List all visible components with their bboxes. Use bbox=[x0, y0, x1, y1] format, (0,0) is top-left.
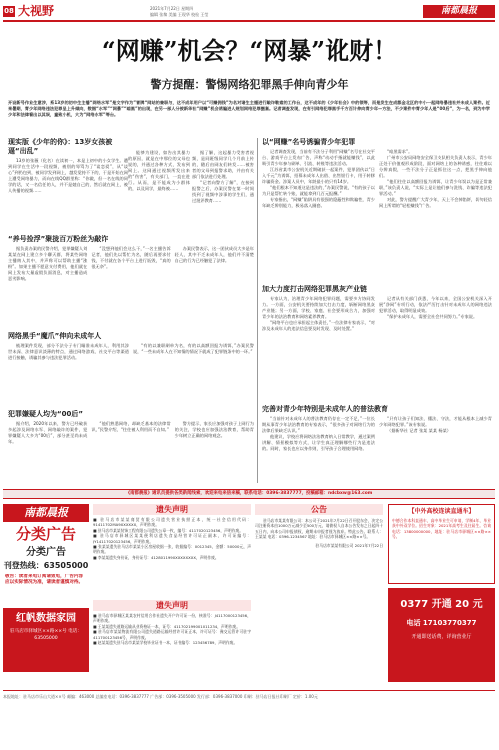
school-ad-title: 【中外高校连读直通车】 bbox=[408, 508, 475, 515]
section-3-p1: 梳理案件发现，部分不法分子专门瞄准未成年人，利用其涉世未深、法律意识淡薄的特点，通过网络游戏、社交平台等渠道进行接触，诱骗其参与违法犯罪活动。 bbox=[8, 343, 129, 360]
section-title: 大视野 bbox=[18, 4, 55, 18]
section-1-p2: 能够为建设，如告出其暴力的原因，就是在中那位的父母也说的，并通过各种方式，发布到网上。这网通过视频所发出来的“伤害”，有关部门，一直在进行。从而，是不能成为小群体的，以及同学，最终被…… bbox=[128, 150, 190, 191]
section-1-title: 现实版《少年的你》：13岁女孩被逼“出乱” bbox=[8, 138, 113, 155]
section-5-p2: 江苏省某市公安机关近期破获一起案件，犯罪团伙以“日入千元”为诱饵，招募未成年人出借、出售银行卡，用于转移诈骗资金。涉案人员中，年龄最小的只有14岁。 bbox=[262, 167, 375, 184]
lost-title-1: 遗失声明 bbox=[93, 504, 251, 515]
section-1-p3: 据了解，这起暴力受害者视频，是同班级同学几个月前上传的，随后由网友们转发……被害者的父母到报警求助，并由有关部门依法进行处理。 bbox=[192, 150, 254, 179]
notice-sign: 驻马店市某某有限公司 2021年7月22日 bbox=[315, 542, 383, 548]
lost-item: ■ 驻马店市某某商贸有限公司遗失营业执照正本，统一社会信用代码：91411702MA9XXXXXX，声明作废。 bbox=[93, 517, 251, 528]
section-7-p4: “保护未成年人，需要全社会共同努力。”专家说。 bbox=[387, 314, 478, 319]
section-1-p4: “记者向警方了解”，在接到报警之后，办案民警在第一时间找到了视频中涉事的学生们，通过批评教育…… bbox=[192, 180, 254, 203]
section-7-p3: 记者从有关部门获悉，今年以来，全国公安机关深入开展“净网”专项行动，依法严厉打击针对未成年人的网络违法犯罪活动，取得明显成效。 bbox=[379, 296, 492, 313]
public-notice bbox=[255, 504, 383, 682]
section-3 bbox=[8, 332, 254, 404]
section-8-title: 完善对青少年特别是未成年人的普法教育 bbox=[262, 405, 388, 413]
section-1-right bbox=[192, 150, 254, 232]
classifieds-notice: 敬告：读者来电订阅请致电，广告内容应以实际情况为准，请读者谨慎对待。 bbox=[5, 574, 84, 585]
lost-item: ■ 李某某遗失身份证，身份证号：4128011990XXXXXXXX，声明作废。 bbox=[93, 554, 219, 560]
section-6-p3: “他们往往以高额回报为诱饵，让青少年误以为是正常兼职，”该负责人说，“实际上是让他们参与洗钱、诈骗等违法犯罪活动。” bbox=[379, 179, 492, 196]
school-ad-body: 中德合作本科直通车，高中毕业生可申请，学制4年，毕业获中外双学位。招生对象：2021年高考生及往届生。咨询电话：13800000000，地址：驻马店市驿城区××路××号。 bbox=[392, 518, 491, 540]
phone-ad-note: 开通即送话费，详询营业厅 bbox=[411, 634, 472, 640]
section-6-p1: “暗黑需求”。 bbox=[387, 149, 413, 154]
classifieds-subtitle: 分类广告 bbox=[26, 547, 66, 558]
section-4-p1: 据介绍，2020年以来，警方已经破获多起涉及网络水军、网络敲诈的案件，犯罪嫌疑人大多为“00后”，部分甚至尚未成年。 bbox=[8, 421, 88, 444]
lost-item: ■ 王某某遗失道路运输从业资格证一本，证号：411702199001011234，声明作废。 bbox=[93, 623, 240, 629]
issue-date: 2021年7月22日 星期四 bbox=[150, 6, 194, 11]
lead-paragraph: 开设新号作业生意涉，系13岁的初中生主播“网络水军”是文字作为”冒牌“网站的兼职与，这不成年用户以“可赚佣钱”为名对诸生主播进行敲诈勒索的工作台，这不成年的《少年社会》中的领等，而是发生在成都金北区的中小一起网络暴违社并未成人案件。近来暑期，青少年网络违法犯罪呈上升倾向，数据“水军”“网暴”“暗黑”的出现，在另一部人分被新华社“网赚”机会诱骗进人规划网络犯罪圈套。记者调查发现，在有引网络犯罪黑手千方百计伸向青少年—方法，不少案件中青少年人是“00后”，为一名，到为中学少年和法律看出以其误，童致小机，大为“网络水军”等台。 bbox=[8, 100, 490, 117]
lost-item: ■ 驻马店市驿城区某某便利店遗失食品经营许可证正副本，许可证编号：JY14117020123456，声明作废。 bbox=[93, 533, 251, 544]
classifieds-phone: 刊登热线：63505000 bbox=[3, 561, 89, 570]
lost-item: ■ 驻马店市驿城区某某农村信用合作社遗失开户许可证一份，核准号：J4117000123456，声明作废。 bbox=[93, 613, 251, 624]
section-7-p1: 专家认为，治理青少年网络犯罪问题，需要多方协同发力。一方面，公安机关要持续加大打击力度，斩断网络黑灰产业链；另一方面，学校、家庭、社会要形成合力，加强对青少年的法治教育和网络素养教育。 bbox=[262, 296, 375, 319]
news-tip-banner: 《南都晨报》通讯员提供各类新闻线索，欢迎来电来信来稿，联系电话：0396-3837777，投稿邮箱：ndcbxw@163.com bbox=[3, 489, 495, 499]
section-3-title: 网络黑手“魔爪”伸向未成年人 bbox=[8, 332, 102, 340]
phone-ad-number: 电话 17103770377 bbox=[406, 619, 477, 627]
section-4-title: 犯罪嫌疑人均为“00后” bbox=[8, 410, 83, 418]
classifieds-logo: 南都晨报 bbox=[3, 504, 89, 522]
section-5-title: 以“网赚”名号诱骗青少年犯罪 bbox=[262, 138, 356, 146]
section-4 bbox=[8, 410, 254, 482]
section-1-mid bbox=[128, 150, 190, 232]
editors: 编辑 张黎 美编 王现华 校检 王莹 bbox=[150, 12, 209, 17]
lost-notices-2 bbox=[93, 600, 251, 682]
paper-logo: 南都晨报 bbox=[423, 5, 495, 18]
section-2 bbox=[8, 235, 254, 315]
brand-ad bbox=[3, 608, 89, 672]
section-3-p2: “有的以兼职刷单为名，有的以高额回报为诱饵，”办案民警说，“一些未成年人在不知情的情况下就成了犯罪链条中的一环。” bbox=[133, 343, 254, 354]
section-2-p3: 办案民警表示，这一团伙成员大多是年轻人，其中不乏未成年人，他们并不清楚自己的行为已经触犯了法律。 bbox=[174, 246, 254, 263]
notice-body: 驻马店市某某有限公司：本公司于2021年7月22日召开股东会，决定公司注册资本由1000万元减少至500万元，请债权人自本公告发布之日起四十五日内，向本公司申报债权，逾期未申报者视为放弃。特此公告。联系人：王某某 电话：0396-1234567 地址：驻马店市驿城区××路××号。 bbox=[255, 518, 383, 540]
phone-ad bbox=[388, 588, 495, 682]
section-5-p4: 专家指出，“网赚”陷阱具有很强的隐蔽性和欺骗性，青少年缺乏辨别能力，极易落入圈套。 bbox=[262, 197, 375, 208]
main-headline: “网赚”机会？“网暴”讹财！ bbox=[101, 36, 398, 65]
section-8-p2: 他建议，学校应将网络法治教育纳入日常教学，通过案例讲解、情景模拟等方式，让学生真正理解哪些行为是违法的。同时，家长也应以身作则，引导孩子合理使用网络。 bbox=[262, 434, 375, 451]
section-6-p2: 广州市公安局网络安全保卫支队相关负责人表示，青少年正处于价值观形成阶段，面对网络上的各种诱惑，往往难以分辨真假，一些不法分子正是抓住这一点，把黑手伸向他们。 bbox=[379, 155, 492, 178]
sub-headline: 警方提醒：警惕网络犯罪黑手伸向青少年 bbox=[150, 78, 349, 91]
brand-name: 红帆数据家园 bbox=[16, 613, 76, 624]
section-4-p3: 警方提示，家长应加强对孩子上网行为的关注，学校也应加强法治教育，帮助青少年树立正确的网络观念。 bbox=[174, 421, 254, 438]
section-5-p1: 记者调查发现，当前有不法分子利用“网赚”名号在社交平台、游戏平台上发布广告，声称“动动手指就能赚钱”，以此吸引青少年参与刷单、引流、转账等违法活动。 bbox=[262, 149, 375, 166]
section-2-p2: “没想到他们会这么干，”一名主播告诉记者，他们先以帮忙为名，随后再要求付钱，不付就在各个平台上进行诋毁，“真的很无奈”。 bbox=[91, 246, 171, 269]
school-ad bbox=[388, 504, 495, 584]
section-7-p2: “网络平台也应承担起主体责任，”一位法律专家表示，“对涉及未成年人的违法信息要及时发现、及时处置。” bbox=[262, 320, 375, 331]
brand-info: 驻马店市驿城区××路××号 电话：63505000 bbox=[10, 629, 82, 641]
page-number: 08 bbox=[4, 7, 14, 15]
section-4-p2: “他们熟悉网络，却缺乏基本的法律常识，”民警介绍，“往往被人利用而不自知。” bbox=[91, 421, 171, 432]
section-2-title: “养号捡浮”聚拢百万粉丝为敲诈 bbox=[8, 235, 109, 243]
section-1-p1: 13岁的张薇（化名）在读初一，本是上初中的小女学生。遭到同学在生活中一段视频，被别的辱骂为了“谈恋爱”，从“谈心”到扔包到，被同学发到网上，越发觉持不下的，于是开始在网上遭受网络暴力，而向在线QQ群里称：“你做，但一名在线的同学的话，又一名信任的人，并不是她自己的，然后就在网上，被人传播的视频…… bbox=[8, 158, 128, 193]
section-2-p1: 据负责办案的民警介绍，犯罪嫌疑人刘某某在网上建立多个聊天群，将某些网络主播纳入其中，并声称可以帮助主播“涨粉”。如果主播不愿意支付费用，他们就在网上发布大量虚假负面消息，对主播造成恶劣影响。 bbox=[8, 246, 88, 281]
phone-ad-headline: 0377 开通 20 元 bbox=[400, 599, 483, 610]
section-7-title: 加大力度打击网络犯罪黑灰产业链 bbox=[262, 285, 367, 293]
section-8-p4: （据新华社 记者 张某 某某 杨某） bbox=[387, 428, 451, 433]
section-8-p1: “当前针对未成年人的普法教育仍存在一定不足，”一位长期从事青少年法治教育的专家表示，“很多孩子对网络行为的法律后果缺乏认识。” bbox=[262, 416, 375, 433]
footer-info: 本报地址：驻马店市乐山大道××号 邮编：463000 总编室电话：0396-3837777 广告部：0396-3505000 发行部：0396-3837000 印刷：驻马店日报社印刷厂 定价：1.00元 bbox=[3, 694, 318, 699]
lost-item: ■ 赵某某遗失驻马店市某某学校毕业证书一本，证书编号：123456789，声明作废。 bbox=[93, 640, 238, 646]
lost-item: ■ 驻马店市某某装饰工程有限公司遗失公章一枚，编号：4117020123456，声明作废。 bbox=[93, 527, 244, 533]
section-5-p3: “他们根本不知道这是违法的，”办案民警说，“有的孩子以为只是帮忙转个账，就能拿到几百元报酬。” bbox=[262, 185, 375, 196]
section-7 bbox=[262, 285, 492, 400]
lost-item: ■ 张某某遗失驻马店市某某小区房屋收据一张，收据编号：0012345，金额：50000元，声明作废。 bbox=[93, 544, 251, 555]
section-5 bbox=[262, 138, 492, 280]
notice-title: 公告 bbox=[255, 504, 383, 515]
lost-notices-1 bbox=[93, 504, 251, 596]
section-1-left bbox=[8, 138, 128, 228]
section-8 bbox=[262, 405, 492, 485]
lost-title-2: 遗失声明 bbox=[93, 600, 251, 611]
lost-item: ■ 驻马店市某某物流有限公司遗失道路运输经营许可证正本，许可证号：豫交运管许可驻字411700123456号，声明作废。 bbox=[93, 629, 251, 640]
section-8-p3: “只有让孩子们知法、懂法、守法，才能从根本上减少青少年网络犯罪。”该专家说。 bbox=[379, 416, 492, 427]
section-6-p4: 对此，警方提醒广大青少年，天上不会掉馅饼，切勿轻信网上所谓的“轻松赚钱”广告。 bbox=[379, 197, 492, 208]
classifieds-title: 分类广告 bbox=[15, 525, 76, 543]
